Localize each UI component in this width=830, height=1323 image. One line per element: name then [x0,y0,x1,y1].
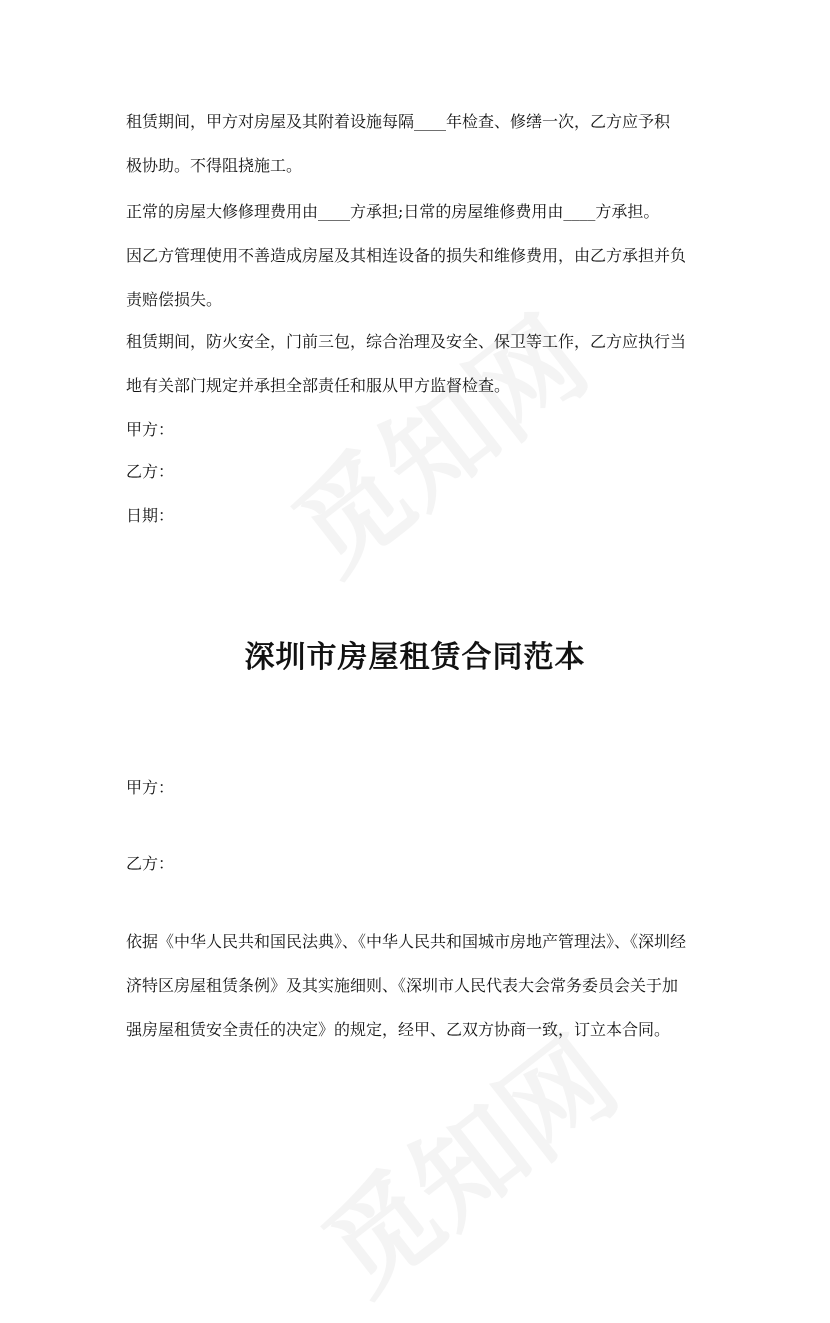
paragraph-line: 济特区房屋租赁条例》及其实施细则、《深圳市人民代表大会常务委员会关于加 [126,976,679,995]
party-a-label: 甲方： [126,420,175,439]
date-label: 日期： [126,506,175,525]
paragraph-line: 责赔偿损失。 [126,290,223,309]
party-b-label: 乙方： [126,854,175,873]
paragraph-line: 地有关部门规定并承担全部责任和服从甲方监督检查。 [126,376,511,395]
paragraph-line: 极协助。不得阻挠施工。 [126,156,303,175]
paragraph-line: 强房屋租赁安全责任的决定》的规定，经甲、乙双方协商一致，订立本合同。 [126,1020,671,1039]
document-title: 深圳市房屋租赁合同范本 [244,640,586,675]
paragraph-line: 租赁期间，防火安全，门前三包，综合治理及安全、保卫等工作，乙方应执行当 [126,332,687,351]
paragraph-line: 正常的房屋大修修理费用由____方承担;日常的房屋维修费用由____方承担。 [126,202,660,221]
party-b-label: 乙方： [126,462,175,481]
paragraph-line: 租赁期间，甲方对房屋及其附着设施每隔____年检查、修缮一次，乙方应予积 [126,112,671,131]
party-a-label: 甲方： [126,778,175,797]
paragraph-line: 因乙方管理使用不善造成房屋及其相连设备的损失和维修费用，由乙方承担并负 [126,246,687,265]
paragraph-line: 依据《中华人民共和国民法典》、《中华人民共和国城市房地产管理法》、《深圳经 [126,932,687,951]
